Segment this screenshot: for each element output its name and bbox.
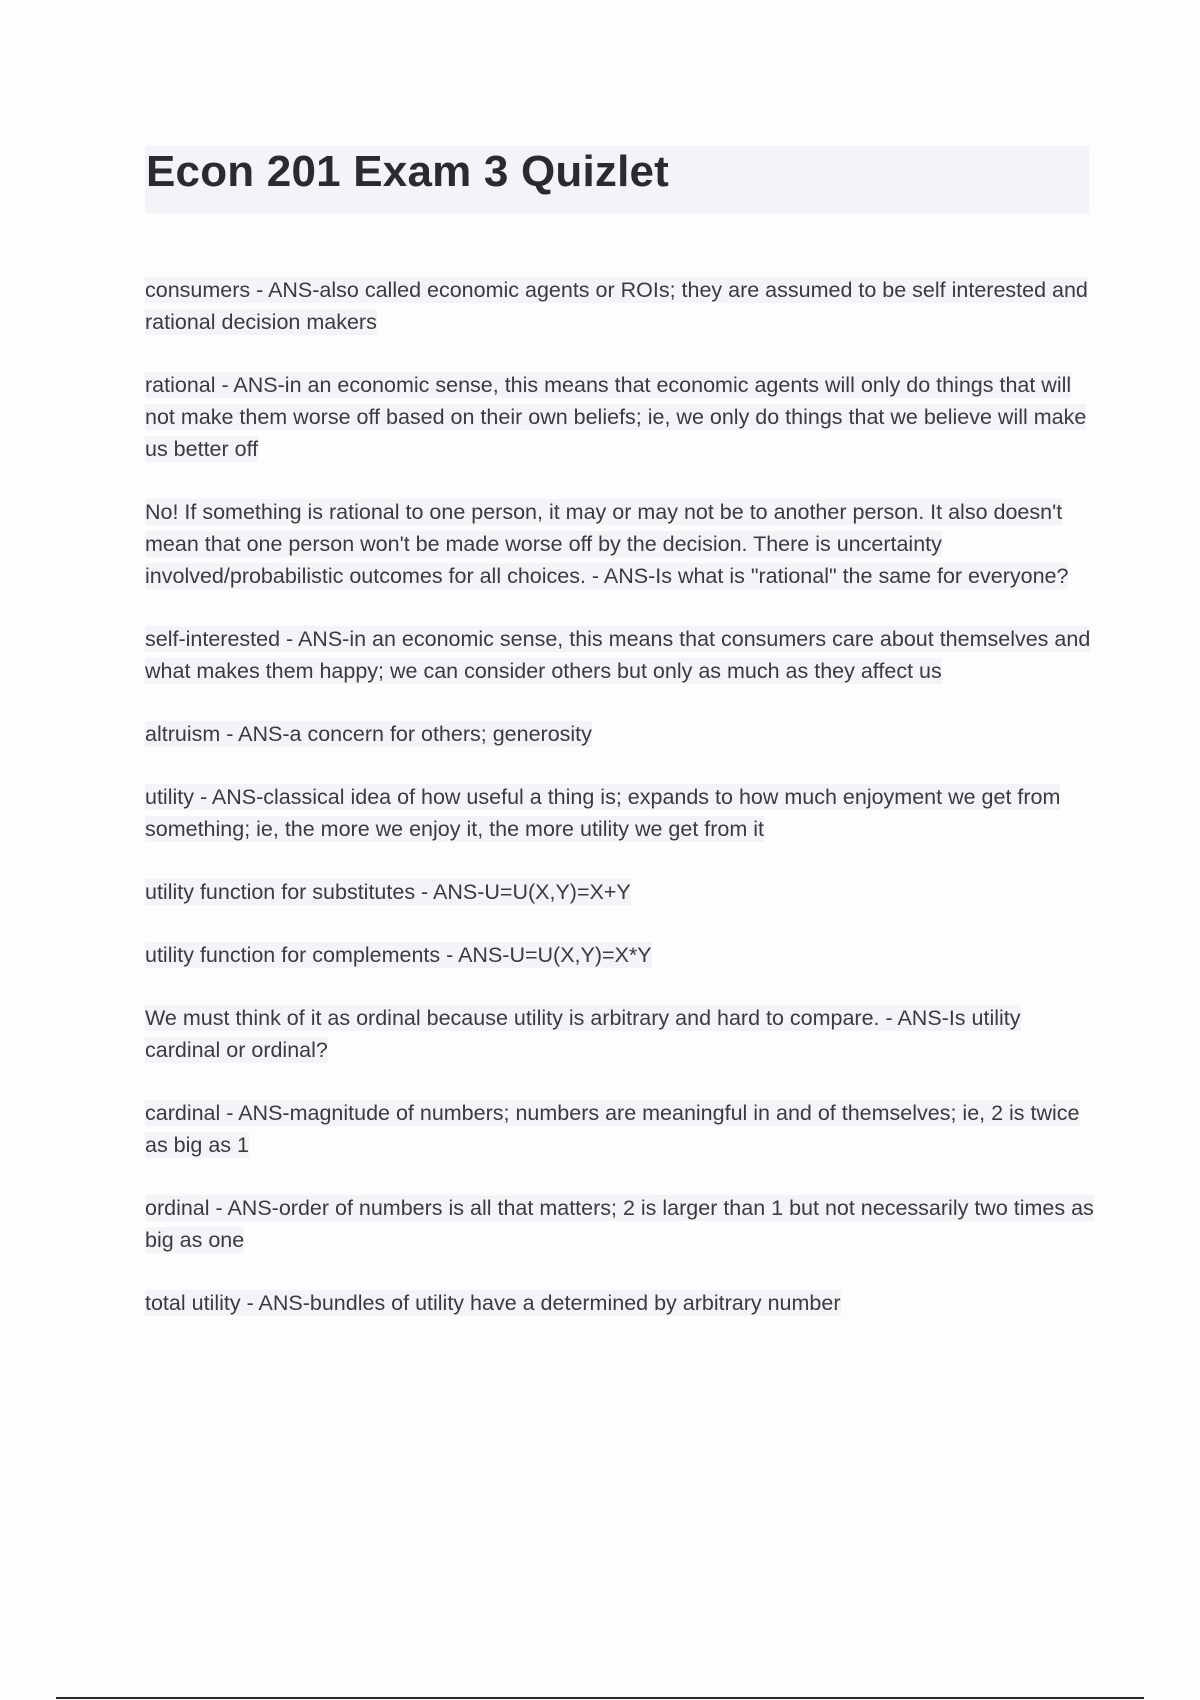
flashcard-list [145,274,1095,1350]
entry-text: No! If something is rational to one person, it may or may not be to another person. It also doesn't mean that one person won't be made worse off by the decision. There is uncertainty involved/probabilistic outcomes for all choices. - ANS-Is what is "rational" the same for everyone? [145,500,1069,588]
flashcard-entry [145,496,1095,592]
entry-text: self-interested - ANS-in an economic sense, this means that consumers care about themselves and what makes them happy; we can consider others but only as much as they affect us [145,627,1091,683]
entry-text: utility - ANS-classical idea of how useful a thing is; expands to how much enjoyment we get from something; ie, the more we enjoy it, the more utility we get from it [145,785,1061,841]
entry-text: We must think of it as ordinal because utility is arbitrary and hard to compare. - ANS-Is utility cardinal or ordinal? [145,1006,1021,1062]
flashcard-entry [145,274,1095,338]
entry-text: rational - ANS-in an economic sense, this means that economic agents will only do things that will not make them worse off based on their own beliefs; ie, we only do things that we believe will make us better off [145,373,1087,461]
flashcard-entry [145,1192,1095,1256]
entry-text: ordinal - ANS-order of numbers is all that matters; 2 is larger than 1 but not necessarily two times as big as one [145,1196,1094,1252]
flashcard-entry [145,369,1095,465]
flashcard-entry [145,876,1095,908]
flashcard-entry [145,1097,1095,1161]
flashcard-entry [145,781,1095,845]
entry-text: consumers - ANS-also called economic agents or ROIs; they are assumed to be self interested and rational decision makers [145,278,1088,334]
flashcard-entry [145,623,1095,687]
flashcard-entry [145,1002,1095,1066]
flashcard-entry [145,1287,1095,1319]
entry-text: utility function for complements - ANS-U=U(X,Y)=X*Y [145,943,652,967]
page-title: Econ 201 Exam 3 Quizlet [146,147,670,196]
flashcard-entry [145,939,1095,971]
footer-divider [56,1697,1144,1699]
entry-text: total utility - ANS-bundles of utility have a determined by arbitrary number [145,1291,841,1315]
flashcard-entry [145,718,1095,750]
entry-text: cardinal - ANS-magnitude of numbers; numbers are meaningful in and of themselves; ie, 2 is twice as big as 1 [145,1101,1080,1157]
entry-text: altruism - ANS-a concern for others; generosity [145,722,592,746]
entry-text: utility function for substitutes - ANS-U=U(X,Y)=X+Y [145,880,631,904]
